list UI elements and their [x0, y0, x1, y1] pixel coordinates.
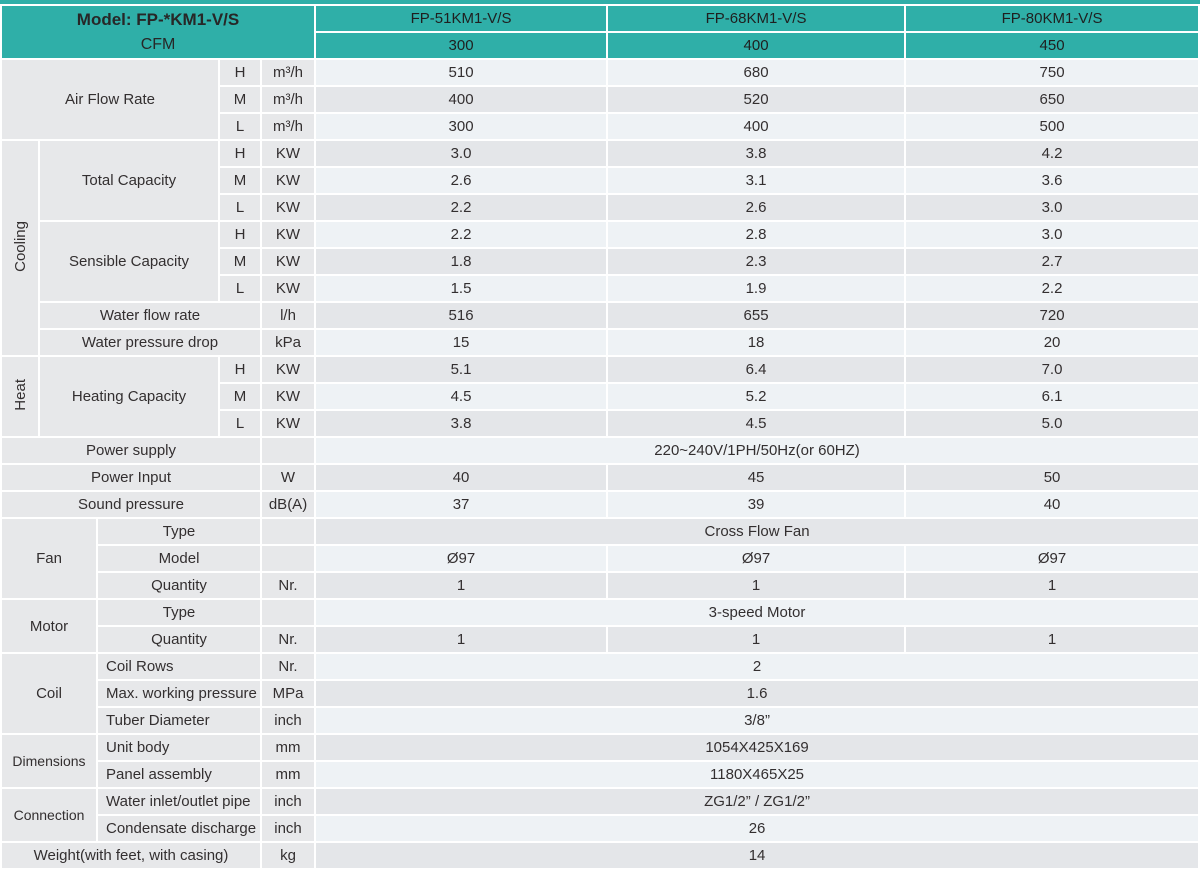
row-sound-pressure	[2, 492, 1198, 517]
speed-cell: L	[220, 114, 260, 139]
unit-cell: KW	[262, 384, 314, 409]
value-cell: 720	[906, 303, 1198, 328]
value-cell: 3.1	[608, 168, 904, 193]
value-cell: 2.2	[906, 276, 1198, 301]
value-cell: 3.0	[906, 195, 1198, 220]
label-cell: Sensible Capacity	[40, 222, 218, 301]
speed-cell: L	[220, 411, 260, 436]
row-tuber-diameter	[2, 708, 1198, 733]
category-cell-fan: Fan	[2, 519, 96, 598]
row-weight	[2, 843, 1198, 868]
speed-cell: M	[220, 87, 260, 112]
value-cell: 5.1	[316, 357, 606, 382]
label-cell: Tuber Diameter	[98, 708, 260, 733]
label-cell: Quantity	[98, 573, 260, 598]
category-cell-heat	[2, 357, 38, 436]
value-cell: 2.8	[608, 222, 904, 247]
span-value-cell: Cross Flow Fan	[316, 519, 1198, 544]
unit-cell: KW	[262, 168, 314, 193]
value-cell: 5.0	[906, 411, 1198, 436]
value-cell: 3.0	[906, 222, 1198, 247]
unit-cell: KW	[262, 357, 314, 382]
row-air-flow-h	[2, 60, 1198, 85]
label-cell: Heating Capacity	[40, 357, 218, 436]
cfm-value-cell: 400	[608, 33, 904, 58]
value-cell: 2.6	[316, 168, 606, 193]
unit-cell-empty	[262, 519, 314, 544]
unit-cell: inch	[262, 816, 314, 841]
row-fan-type	[2, 519, 1198, 544]
row-motor-quantity	[2, 627, 1198, 652]
value-cell: 655	[608, 303, 904, 328]
value-cell: 650	[906, 87, 1198, 112]
unit-cell: kPa	[262, 330, 314, 355]
unit-cell: KW	[262, 222, 314, 247]
value-cell: 400	[316, 87, 606, 112]
value-cell: 1	[906, 573, 1198, 598]
value-cell: 400	[608, 114, 904, 139]
label-cell: Unit body	[98, 735, 260, 760]
value-cell: Ø97	[608, 546, 904, 571]
row-motor-type	[2, 600, 1198, 625]
model-cfm-header-cell	[2, 6, 314, 58]
label-cell: Weight(with feet, with casing)	[2, 843, 260, 868]
column-header-fp80: FP-80KM1-V/S	[906, 6, 1198, 31]
speed-cell: M	[220, 249, 260, 274]
unit-cell: Nr.	[262, 654, 314, 679]
unit-cell: m³/h	[262, 87, 314, 112]
value-cell: 40	[316, 465, 606, 490]
row-coil-rows	[2, 654, 1198, 679]
unit-cell: dB(A)	[262, 492, 314, 517]
value-cell: 1.5	[316, 276, 606, 301]
value-cell: 1.9	[608, 276, 904, 301]
value-cell: 5.2	[608, 384, 904, 409]
speed-cell: H	[220, 222, 260, 247]
row-total-capacity-h	[2, 141, 1198, 166]
unit-cell: l/h	[262, 303, 314, 328]
value-cell: 39	[608, 492, 904, 517]
value-cell: 2.2	[316, 222, 606, 247]
unit-cell: KW	[262, 276, 314, 301]
unit-cell: m³/h	[262, 60, 314, 85]
speed-cell: H	[220, 60, 260, 85]
row-water-inlet-outlet-pipe	[2, 789, 1198, 814]
row-water-flow-rate	[2, 303, 1198, 328]
span-value-cell: 26	[316, 816, 1198, 841]
value-cell: 4.5	[316, 384, 606, 409]
value-cell: 2.6	[608, 195, 904, 220]
value-cell: 18	[608, 330, 904, 355]
label-cell: Water pressure drop	[40, 330, 260, 355]
unit-cell: kg	[262, 843, 314, 868]
label-cell: Water inlet/outlet pipe	[98, 789, 260, 814]
label-cell: Model	[98, 546, 260, 571]
span-value-cell: ZG1/2” / ZG1/2”	[316, 789, 1198, 814]
label-cell: Power supply	[2, 438, 260, 463]
row-power-supply	[2, 438, 1198, 463]
span-value-cell: 2	[316, 654, 1198, 679]
row-heating-capacity-h	[2, 357, 1198, 382]
unit-cell: mm	[262, 735, 314, 760]
value-cell: 520	[608, 87, 904, 112]
row-fan-model	[2, 546, 1198, 571]
value-cell: 3.8	[316, 411, 606, 436]
value-cell: 680	[608, 60, 904, 85]
value-cell: 510	[316, 60, 606, 85]
unit-cell-empty	[262, 600, 314, 625]
unit-cell: MPa	[262, 681, 314, 706]
label-cell: Water flow rate	[40, 303, 260, 328]
speed-cell: H	[220, 357, 260, 382]
value-cell: 1	[608, 573, 904, 598]
cfm-label: CFM	[140, 36, 176, 53]
speed-cell: M	[220, 384, 260, 409]
value-cell: 3.6	[906, 168, 1198, 193]
value-cell: 20	[906, 330, 1198, 355]
row-power-input	[2, 465, 1198, 490]
value-cell: 500	[906, 114, 1198, 139]
label-cell: Power Input	[2, 465, 260, 490]
span-value-cell: 1180X465X25	[316, 762, 1198, 787]
cfm-value-cell: 450	[906, 33, 1198, 58]
column-header-fp51: FP-51KM1-V/S	[316, 6, 606, 31]
value-cell: 2.7	[906, 249, 1198, 274]
model-label: Model: FP-*KM1-V/S	[76, 10, 240, 29]
value-cell: 750	[906, 60, 1198, 85]
unit-cell: KW	[262, 411, 314, 436]
row-water-pressure-drop	[2, 330, 1198, 355]
row-max-working-pressure	[2, 681, 1198, 706]
row-fan-quantity	[2, 573, 1198, 598]
label-cell: Air Flow Rate	[2, 60, 218, 139]
value-cell: 50	[906, 465, 1198, 490]
cfm-value-cell: 300	[316, 33, 606, 58]
row-condensate-discharge	[2, 816, 1198, 841]
category-cell-coil: Coil	[2, 654, 96, 733]
label-cell: Sound pressure	[2, 492, 260, 517]
row-unit-body	[2, 735, 1198, 760]
span-value-cell: 1054X425X169	[316, 735, 1198, 760]
header-row-models	[2, 6, 1198, 31]
row-panel-assembly	[2, 762, 1198, 787]
speed-cell: L	[220, 195, 260, 220]
unit-cell-empty	[262, 546, 314, 571]
span-value-cell: 220~240V/1PH/50Hz(or 60HZ)	[316, 438, 1198, 463]
unit-cell: Nr.	[262, 627, 314, 652]
value-cell: 1	[906, 627, 1198, 652]
unit-cell: KW	[262, 249, 314, 274]
speed-cell: M	[220, 168, 260, 193]
heat-vertical-label: Heat	[11, 378, 29, 411]
category-cell-connection: Connection	[2, 789, 96, 841]
span-value-cell: 1.6	[316, 681, 1198, 706]
value-cell: 4.5	[608, 411, 904, 436]
value-cell: 2.3	[608, 249, 904, 274]
row-sensible-capacity-h	[2, 222, 1198, 247]
value-cell: 7.0	[906, 357, 1198, 382]
unit-cell: Nr.	[262, 573, 314, 598]
value-cell: 3.8	[608, 141, 904, 166]
value-cell: 6.1	[906, 384, 1198, 409]
unit-cell: inch	[262, 789, 314, 814]
unit-cell: KW	[262, 195, 314, 220]
value-cell: 3.0	[316, 141, 606, 166]
value-cell: 6.4	[608, 357, 904, 382]
value-cell: 1.8	[316, 249, 606, 274]
value-cell: Ø97	[906, 546, 1198, 571]
span-value-cell: 3-speed Motor	[316, 600, 1198, 625]
label-cell: Quantity	[98, 627, 260, 652]
unit-cell: KW	[262, 141, 314, 166]
value-cell: 15	[316, 330, 606, 355]
value-cell: 2.2	[316, 195, 606, 220]
value-cell: Ø97	[316, 546, 606, 571]
speed-cell: L	[220, 276, 260, 301]
span-value-cell: 3/8”	[316, 708, 1198, 733]
label-cell: Coil Rows	[98, 654, 260, 679]
value-cell: 300	[316, 114, 606, 139]
spec-table	[0, 4, 1200, 870]
label-cell: Condensate discharge	[98, 816, 260, 841]
value-cell: 40	[906, 492, 1198, 517]
cooling-vertical-label: Cooling	[11, 220, 29, 272]
label-cell: Max. working pressure	[98, 681, 260, 706]
value-cell: 4.2	[906, 141, 1198, 166]
speed-cell: H	[220, 141, 260, 166]
value-cell: 1	[316, 627, 606, 652]
label-cell: Panel assembly	[98, 762, 260, 787]
category-cell-dimensions: Dimensions	[2, 735, 96, 787]
column-header-fp68: FP-68KM1-V/S	[608, 6, 904, 31]
unit-cell: inch	[262, 708, 314, 733]
value-cell: 45	[608, 465, 904, 490]
label-cell: Total Capacity	[40, 141, 218, 220]
value-cell: 1	[316, 573, 606, 598]
value-cell: 37	[316, 492, 606, 517]
category-cell-motor: Motor	[2, 600, 96, 652]
span-value-cell: 14	[316, 843, 1198, 868]
value-cell: 1	[608, 627, 904, 652]
label-cell: Type	[98, 519, 260, 544]
unit-cell: mm	[262, 762, 314, 787]
unit-cell-empty	[262, 438, 314, 463]
category-cell-cooling	[2, 141, 38, 355]
value-cell: 516	[316, 303, 606, 328]
unit-cell: W	[262, 465, 314, 490]
label-cell: Type	[98, 600, 260, 625]
unit-cell: m³/h	[262, 114, 314, 139]
